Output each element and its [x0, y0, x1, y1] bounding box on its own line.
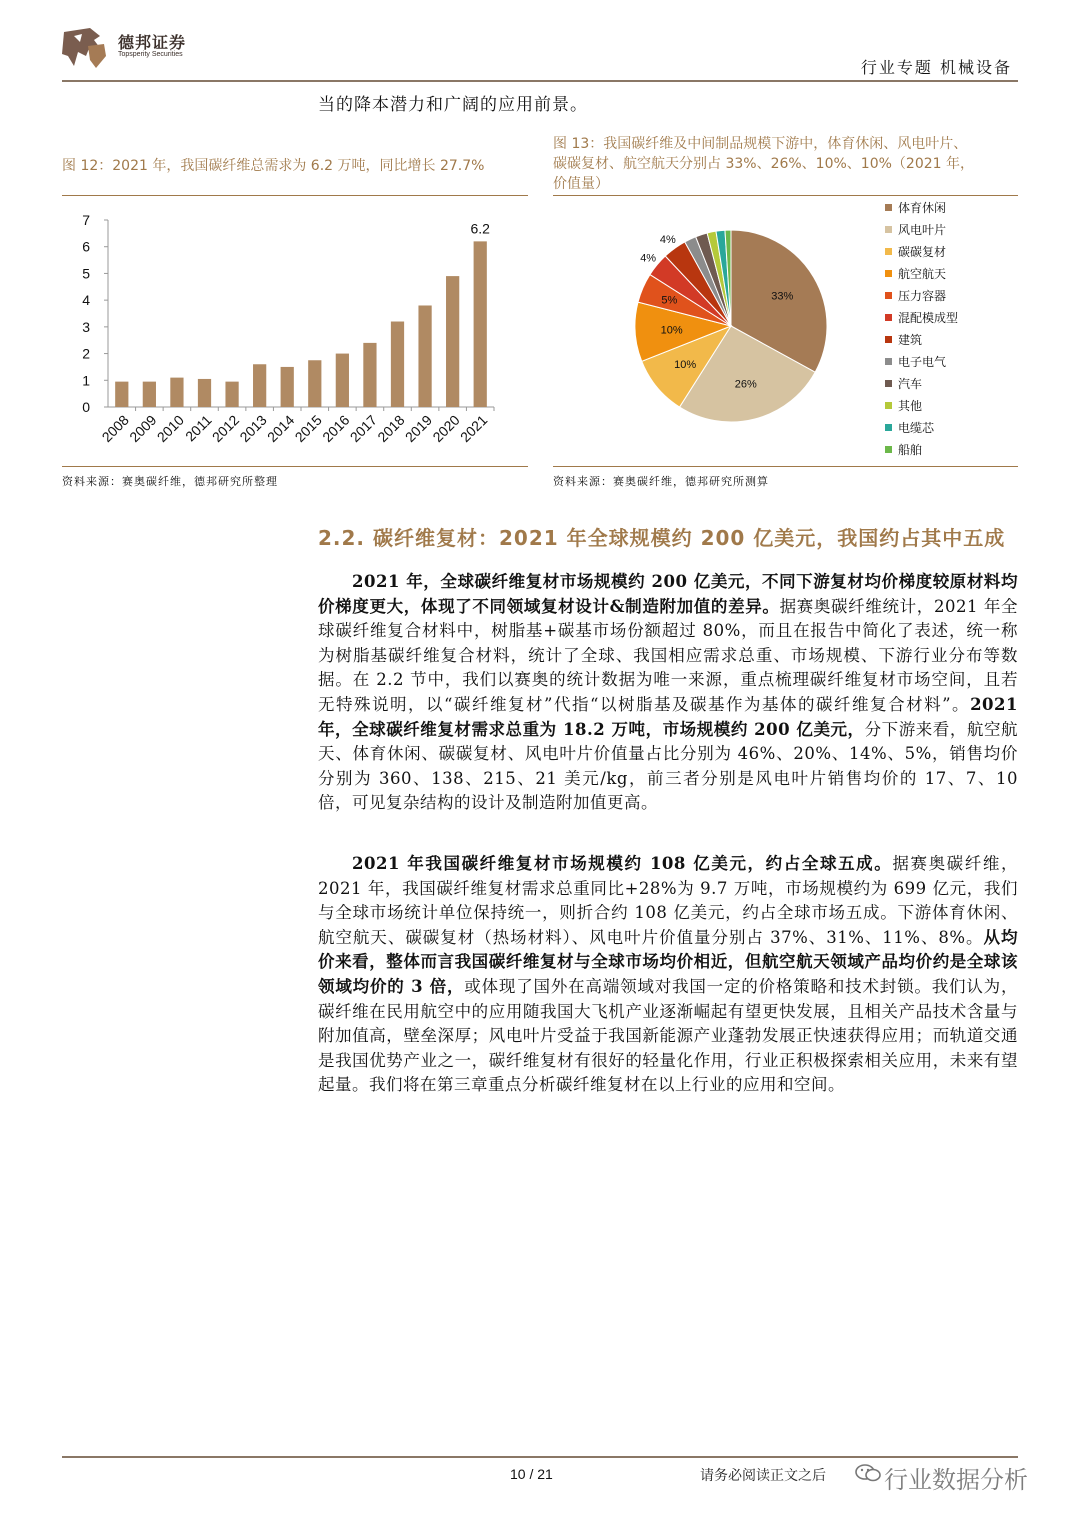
legend-label: 混配模成型 [898, 311, 959, 325]
x-tick-label: 2012 [208, 411, 243, 446]
intro-text: 当的降本潜力和广阔的应用前景。 [318, 95, 588, 115]
bar-2009 [143, 382, 156, 407]
paragraph-1-body2: 分下游来看，航空航天、体育休闲、碳碳复材、风电叶片价值量占比分别为 46%、20%、14%、5%，销售均价分别为 360、138、215、21 美元/kg，前三者分别是风电叶片销售均价的 17、7、10 倍，可见复杂结构的设计及制造附加值更高。 [318, 719, 1019, 813]
figure13-bottom-rule [553, 466, 1018, 467]
paragraph-1-body: 据赛奥碳纤维统计，2021 年全球碳纤维复合材料中，树脂基+碳基市场份额超过 80%，而且在报告中简化了表述，统一称为树脂基碳纤维复合材料，统计了全球、我国相应需求总重、市场规模、下游行业分布等数据。在 2.2 节中，我们以赛奥的统计数据为唯一来源，重点梳理碳纤维复材市场空间，且若无特殊说明，以“碳纤维复材”代指“以树脂基及碳基作为基体的碳纤维复合材料”。 [318, 596, 1018, 714]
legend-swatch [885, 402, 892, 409]
brand-name-en: Topsperity Securities [118, 51, 183, 58]
figure13-top-rule [553, 195, 1018, 196]
figure13-caption [553, 134, 1023, 194]
legend-swatch [885, 380, 892, 387]
paragraph-2-body2: 或体现了国外在高端领域对我国一定的价格策略和技术封锁。我们认为，碳纤维在民用航空中的应用随我国大飞机产业逐渐崛起有望更快发展，且相关产品技术含量与附加值高，壁垒深厚；风电叶片受益于我国新能源产业蓬勃发展正快速获得应用；而轨道交通是我国优势产业之一，碳纤维复材有很好的轻量化作用，行业正积极探索相关应用，未来有望起量。我们将在第三章重点分析碳纤维复材在以上行业的应用和空间。 [318, 976, 1018, 1095]
pie-label: 10% [674, 358, 697, 371]
figure12-bottom-rule [62, 466, 528, 467]
y-tick-label: 5 [82, 265, 90, 282]
legend-swatch [885, 336, 892, 343]
bar-2021 [474, 241, 487, 407]
brand-logo [60, 26, 108, 70]
x-tick-label: 2010 [153, 411, 188, 446]
x-tick-label: 2014 [263, 411, 298, 446]
paragraph-1-lead: 2021 年，全球碳纤维复材市场规模约 200 亿美元，不同下游复材均价梯度较原材料均价梯度更大，体现了不同领域复材设计&制造附加值的差异。 [318, 572, 1018, 616]
bar-2013 [253, 364, 266, 407]
bar-2017 [363, 343, 376, 407]
page-number: 10 / 21 [510, 1466, 553, 1482]
x-tick-label: 2015 [291, 411, 325, 446]
pie-label: 4% [659, 234, 676, 247]
paragraph-2 [318, 852, 1018, 1098]
legend-swatch [885, 248, 892, 255]
y-tick-label: 2 [82, 345, 90, 362]
figure12-top-rule [62, 195, 528, 196]
legend-swatch [885, 446, 892, 453]
legend-label: 风电叶片 [898, 223, 947, 237]
pie-label: 5% [661, 294, 678, 307]
x-tick-label: 2011 [182, 411, 215, 445]
legend-swatch [885, 226, 892, 233]
legend-label: 体育休闲 [898, 201, 947, 215]
legend-swatch [885, 292, 892, 299]
section-title: 2.2. 碳纤维复材：2021 年全球规模约 200 亿美元，我国约占其中五成 [318, 526, 1006, 550]
pie-label: 26% [734, 378, 757, 391]
y-tick-label: 6 [82, 238, 90, 255]
y-tick-label: 3 [82, 318, 90, 335]
bar-2015 [308, 360, 321, 407]
x-tick-label: 2009 [126, 411, 160, 446]
bar-2016 [336, 354, 349, 407]
bar-2008 [115, 382, 128, 407]
legend-label: 船舶 [898, 443, 923, 457]
paragraph-2-bold: 从均价来看，整体而言我国碳纤维复材与全球市场均价相近，但航空航天领域产品均价约是全球该领域均价的 3 倍， [318, 927, 1018, 996]
footer-rule [62, 1456, 1018, 1458]
bar-2012 [225, 382, 238, 407]
y-tick-label: 4 [82, 292, 90, 309]
paragraph-1 [318, 570, 1018, 816]
bar-2018 [391, 322, 404, 407]
brand-name: 德邦证券 [118, 33, 187, 52]
figure13-caption-line2: 碳碳复材、航空航天分别占 33%、26%、10%、10%（2021 年， [553, 156, 974, 172]
figure13-source: 资料来源：赛奥碳纤维，德邦研究所测算 [553, 475, 769, 488]
legend-label: 其他 [898, 399, 923, 413]
bar-2020 [446, 276, 459, 407]
legend-label: 电缆芯 [898, 421, 935, 435]
x-tick-label: 2020 [429, 411, 463, 446]
x-tick-label: 2017 [346, 411, 381, 446]
pie-label: 4% [640, 252, 657, 265]
paragraph-2-body: 据赛奥碳纤维，2021 年，我国碳纤维复材需求总重同比+28%为 9.7 万吨，市场规模约为 699 亿元，我们与全球市场统计单位保持统一，则折合约 108 亿美元，约占全球市场五成。下游体育休闲、航空航天、碳碳复材（热场材料）、风电叶片价值量分别占 37%、31%、11%、8%。 [318, 854, 1018, 947]
bar-2014 [281, 367, 294, 407]
figure13-caption-line1: 图 13：我国碳纤维及中间制品规模下游中，体育休闲、风电叶片、 [553, 136, 968, 152]
wechat-icon [855, 1463, 881, 1483]
x-tick-label: 2019 [401, 411, 436, 446]
x-tick-label: 2008 [98, 411, 132, 446]
y-tick-label: 0 [82, 399, 90, 415]
y-tick-label: 1 [82, 372, 90, 389]
y-tick-label: 7 [82, 212, 90, 228]
legend-label: 汽车 [898, 377, 923, 391]
figure12-caption: 图 12：2021 年，我国碳纤维总需求为 6.2 万吨，同比增长 27.7% [62, 158, 485, 174]
x-tick-label: 2018 [374, 411, 408, 446]
legend-label: 航空航天 [898, 267, 947, 281]
bar-2010 [170, 378, 183, 407]
footer-disclaimer: 请务必阅读正文之后 [700, 1468, 826, 1484]
legend-label: 电子电气 [898, 355, 947, 369]
legend-label: 建筑 [898, 333, 923, 347]
x-tick-label: 2013 [236, 411, 270, 446]
paragraph-1-bold: 2021 年，全球碳纤维复材需求总重为 18.2 万吨，市场规模约 200 亿美元， [318, 694, 1018, 739]
figure12-source: 资料来源：赛奥碳纤维，德邦研究所整理 [62, 475, 278, 488]
legend-label: 碳碳复材 [898, 245, 947, 259]
pie-label: 10% [660, 324, 683, 337]
x-tick-label: 2021 [456, 411, 491, 446]
figure13-pie-chart [553, 198, 1018, 464]
legend-swatch [885, 270, 892, 277]
legend-swatch [885, 204, 892, 211]
bar-2019 [418, 305, 431, 407]
legend-swatch [885, 424, 892, 431]
header-rule [62, 80, 1018, 82]
x-tick-label: 2016 [319, 411, 353, 446]
legend-swatch [885, 358, 892, 365]
pie-label: 33% [771, 290, 794, 303]
figure12-bar-chart [62, 200, 528, 462]
bar-2011 [198, 379, 211, 407]
legend-swatch [885, 314, 892, 321]
paragraph-2-lead: 2021 年我国碳纤维复材市场规模约 108 亿美元，约占全球五成。 [352, 854, 893, 873]
report-category: 行业专题 机械设备 [860, 58, 1012, 77]
watermark: 行业数据分析 [884, 1466, 1028, 1494]
legend-label: 压力容器 [898, 289, 947, 303]
figure13-caption-line3: 价值量） [553, 176, 609, 192]
data-label: 6.2 [470, 220, 490, 237]
